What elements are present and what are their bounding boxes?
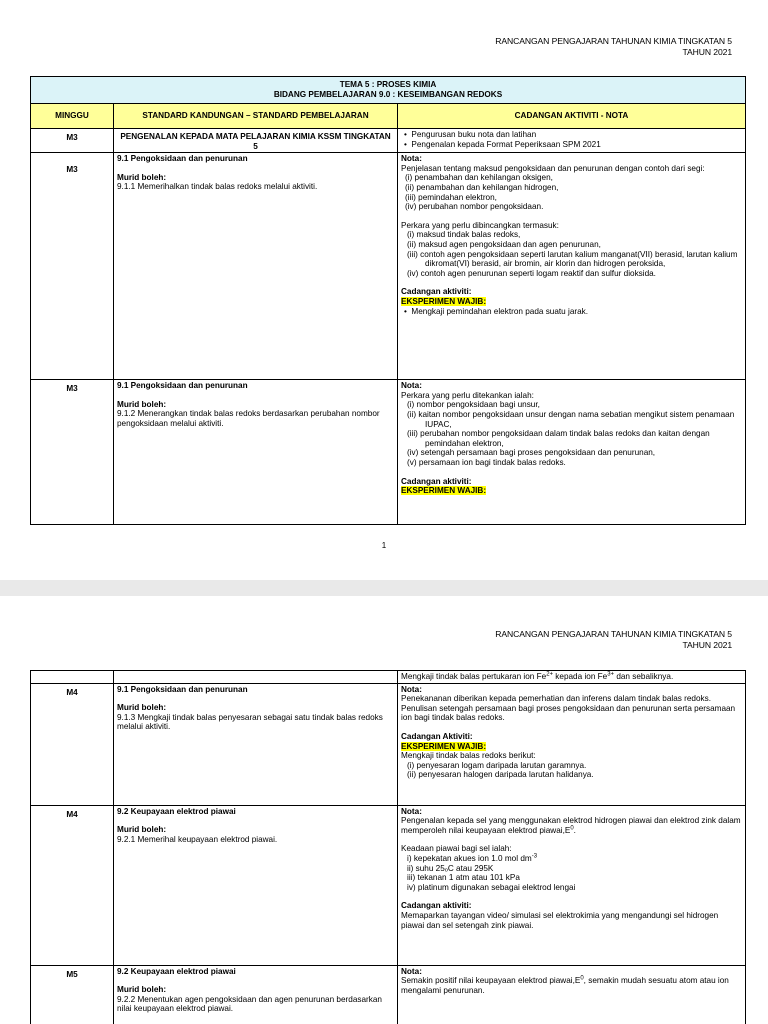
col-activity-header: CADANGAN AKTIVITI - NOTA — [398, 104, 746, 129]
table-title-row — [31, 77, 746, 104]
mandatory-experiment-label: EKSPERIMEN WAJIB: — [401, 296, 487, 306]
standard-cell: PENGENALAN KEPADA MATA PELAJARAN KIMIA KSSM TINGKATAN 5 — [114, 129, 398, 153]
col-standard-header: STANDARD KANDUNGAN – STANDARD PEMBELAJARAN — [114, 104, 398, 129]
week-cell: M3 — [31, 153, 114, 380]
list-item: ii) suhu 25ₒC atau 295K — [407, 863, 494, 873]
nota-label: Nota: — [401, 381, 422, 391]
lesson-plan-table — [30, 670, 746, 1024]
list-item: (iii) perubahan nombor pengoksidaan dalam tindak balas redoks dan kaitan dengan pemindahan elektron, — [407, 429, 710, 448]
note-text: Semakin positif nilai keupayaan elektrod $piawai,E^0$, semakin mudah sesuatu atom atau ion mengalami penurunan. — [401, 975, 729, 995]
nota-label: Nota: — [401, 684, 422, 694]
activity-cell — [398, 683, 746, 805]
nota-label: Nota: — [401, 966, 422, 976]
learning-standard: 9.1.2 Menerangkan tindak balas redoks berdasarkan perubahan nombor pengoksidaan melalui aktiviti. — [117, 409, 380, 428]
list-item: (i) nombor pengoksidaan bagi unsur, — [407, 400, 540, 410]
header-title: RANCANGAN PENGAJARAN TAHUNAN KIMIA TINGKATAN 5 — [495, 36, 732, 46]
list-item: (iv) perubahan nombor pengoksidaan. — [405, 202, 544, 212]
list-item: (iv) setengah persamaan bagi proses pengoksidaan dan penurunan, — [407, 448, 656, 458]
week-cell: M4 — [31, 683, 114, 805]
list-item: (ii) kaitan nombor pengoksidaan unsur dengan nama sebatian mengikut sistem penamaan IUPAC, — [407, 409, 735, 429]
list-item: (iv) contoh agen penurunan seperti logam reaktif dan sulfur dioksida. — [407, 268, 656, 278]
activity-cell — [398, 965, 746, 1024]
theme-title: TEMA 5 : PROSES KIMIA — [339, 80, 437, 89]
learning-standard: 9.2.2 Menentukan agen pengoksidaan dan agen penurunan berdasarkan nilai keupayaan elektrod piawai. — [117, 994, 382, 1014]
mandatory-experiment-label: EKSPERIMEN WAJIB: — [401, 486, 487, 496]
murid-label: Murid boleh: — [117, 985, 167, 995]
murid-label: Murid boleh: — [117, 825, 167, 835]
activity-cell — [398, 805, 746, 965]
note-text: Pengenalan kepada sel yang menggunakan elektrod hidrogen piawai dan elektrod zink dalam memperoleh nilai keupayaan elektrod $piawai,E^0$. — [401, 816, 741, 835]
list-item: (ii) penyesaran halogen daripada larutan halidanya. — [407, 770, 594, 780]
activity-label: Cadangan Aktiviti: — [401, 731, 473, 741]
learning-standard: 9.1.3 Mengkaji tindak balas penyesaran sebagai satu tindak balas redoks melalui aktiviti. — [117, 712, 383, 732]
list-item: (i) maksud tindak balas redoks, — [407, 230, 521, 240]
list-item: (iii) contoh agen pengoksidaan seperti larutan kalium manganat(VII) berasid, larutan kalium dikromat(VI) berasid, air bromin, air klorin dan hidrogen peroksida, — [407, 249, 738, 269]
week-cell: M3 — [31, 129, 114, 153]
note-text: Penulisan setengah persamaan bagi proses pengoksidaan dan penurunan serta persamaan ion bagi tindak balas redoks. — [401, 703, 736, 723]
note-text: Penjelasan tentang maksud pengoksidaan dan penurunan dengan contoh dari segi: — [401, 163, 705, 173]
page-header — [495, 36, 732, 58]
activity-label: Cadangan aktiviti: — [401, 901, 472, 911]
activity-label: Cadangan aktiviti: — [401, 287, 472, 297]
list-item: iii) tekanan 1 atm atau 101 kPa — [407, 873, 520, 883]
activity-cell: Mengkaji tindak balas pertukaran ion $Fe^{2+}$ kepada ion $Fe^{3+}$ dan sebaliknya. — [398, 671, 746, 684]
list-item: (ii) maksud agen pengoksidaan dan agen penurunan, — [407, 239, 601, 249]
document-page-2 — [0, 596, 768, 1024]
header-title: RANCANGAN PENGAJARAN TAHUNAN KIMIA TINGKATAN 5 — [495, 629, 732, 639]
week-cell: M4 — [31, 805, 114, 965]
col-week-header: MINGGU — [31, 104, 114, 129]
week-cell: M5 — [31, 965, 114, 1024]
note-text: Perkara yang perlu ditekankan ialah: — [401, 390, 534, 400]
table-row — [31, 805, 746, 965]
list-item: (iii) pemindahan elektron, — [405, 192, 497, 202]
note-text: Memaparkan tayangan video/ simulasi sel elektrokimia yang mengandungi sel hidrogen piawai dan sel setengah zink piawai. — [401, 910, 719, 930]
table-row — [31, 671, 746, 684]
note-text: Keadaan piawai bagi sel ialah: — [401, 844, 512, 854]
list-item: • Mengkaji pemindahan elektron pada suatu jarak. — [404, 306, 589, 316]
standard-cell — [114, 965, 398, 1024]
murid-label: Murid boleh: — [117, 172, 167, 182]
list-item: (i) penambahan dan kehilangan oksigen, — [405, 173, 553, 183]
nota-label: Nota: — [401, 806, 422, 816]
list-item: • Pengenalan kepada Format Peperiksaan SPM 2021 — [404, 139, 601, 149]
table-row — [31, 683, 746, 805]
header-year: TAHUN 2021 — [682, 47, 732, 57]
field-title: BIDANG PEMBELAJARAN 9.0 : KESEIMBANGAN REDOKS — [273, 90, 503, 99]
topic-title: 9.1 Pengoksidaan dan penurunan — [117, 381, 248, 391]
note-text: Penekananan diberikan kepada pemerhatian dan inferens dalam tindak balas redoks. — [401, 694, 711, 704]
list-item: (i) penyesaran logam daripada larutan garamnya. — [407, 760, 587, 770]
standard-cell — [114, 805, 398, 965]
activity-cell — [398, 129, 746, 153]
lesson-plan-table — [30, 76, 746, 525]
list-item: (v) persamaan ion bagi tindak balas redoks. — [407, 457, 566, 467]
topic-title: 9.1 Pengoksidaan dan penurunan — [117, 684, 248, 694]
list-item: • Pengurusan buku nota dan latihan — [404, 130, 537, 139]
mandatory-experiment-label: EKSPERIMEN WAJIB: — [401, 741, 487, 751]
topic-title: 9.2 Keupayaan elektrod piawai — [117, 806, 236, 816]
murid-label: Murid boleh: — [117, 399, 167, 409]
activity-cell — [398, 153, 746, 380]
column-header-row — [31, 104, 746, 129]
nota-label: Nota: — [401, 154, 422, 164]
header-year: TAHUN 2021 — [682, 640, 732, 650]
standard-cell — [114, 683, 398, 805]
table-row — [31, 129, 746, 153]
standard-cell — [114, 153, 398, 380]
topic-title: 9.2 Keupayaan elektrod piawai — [117, 966, 236, 976]
table-row — [31, 380, 746, 525]
page-header — [495, 629, 732, 651]
activity-label: Cadangan aktiviti: — [401, 476, 472, 486]
murid-label: Murid boleh: — [117, 703, 167, 713]
table-row — [31, 153, 746, 380]
list-item: iv) platinum digunakan sebagai elektrod lengai — [407, 882, 576, 892]
topic-title: 9.1 Pengoksidaan dan penurunan — [117, 154, 248, 164]
note-text: Perkara yang perlu dibincangkan termasuk: — [401, 220, 559, 230]
note-text: Mengkaji tindak balas redoks berikut: — [401, 751, 536, 761]
learning-standard: 9.2.1 Memerihal keupayaan elektrod piawai. — [117, 834, 278, 844]
list-item: i) kepekatan akues ion 1.0 mol $dm^{-3}$ — [407, 853, 538, 863]
list-item: (ii) penambahan dan kehilangan hidrogen, — [405, 182, 559, 192]
standard-cell — [114, 380, 398, 525]
learning-standard: 9.1.1 Memerihalkan tindak balas redoks melalui aktiviti. — [117, 182, 318, 192]
table-row — [31, 965, 746, 1024]
activity-cell — [398, 380, 746, 525]
page-number: 1 — [381, 541, 387, 550]
week-cell: M3 — [31, 380, 114, 525]
